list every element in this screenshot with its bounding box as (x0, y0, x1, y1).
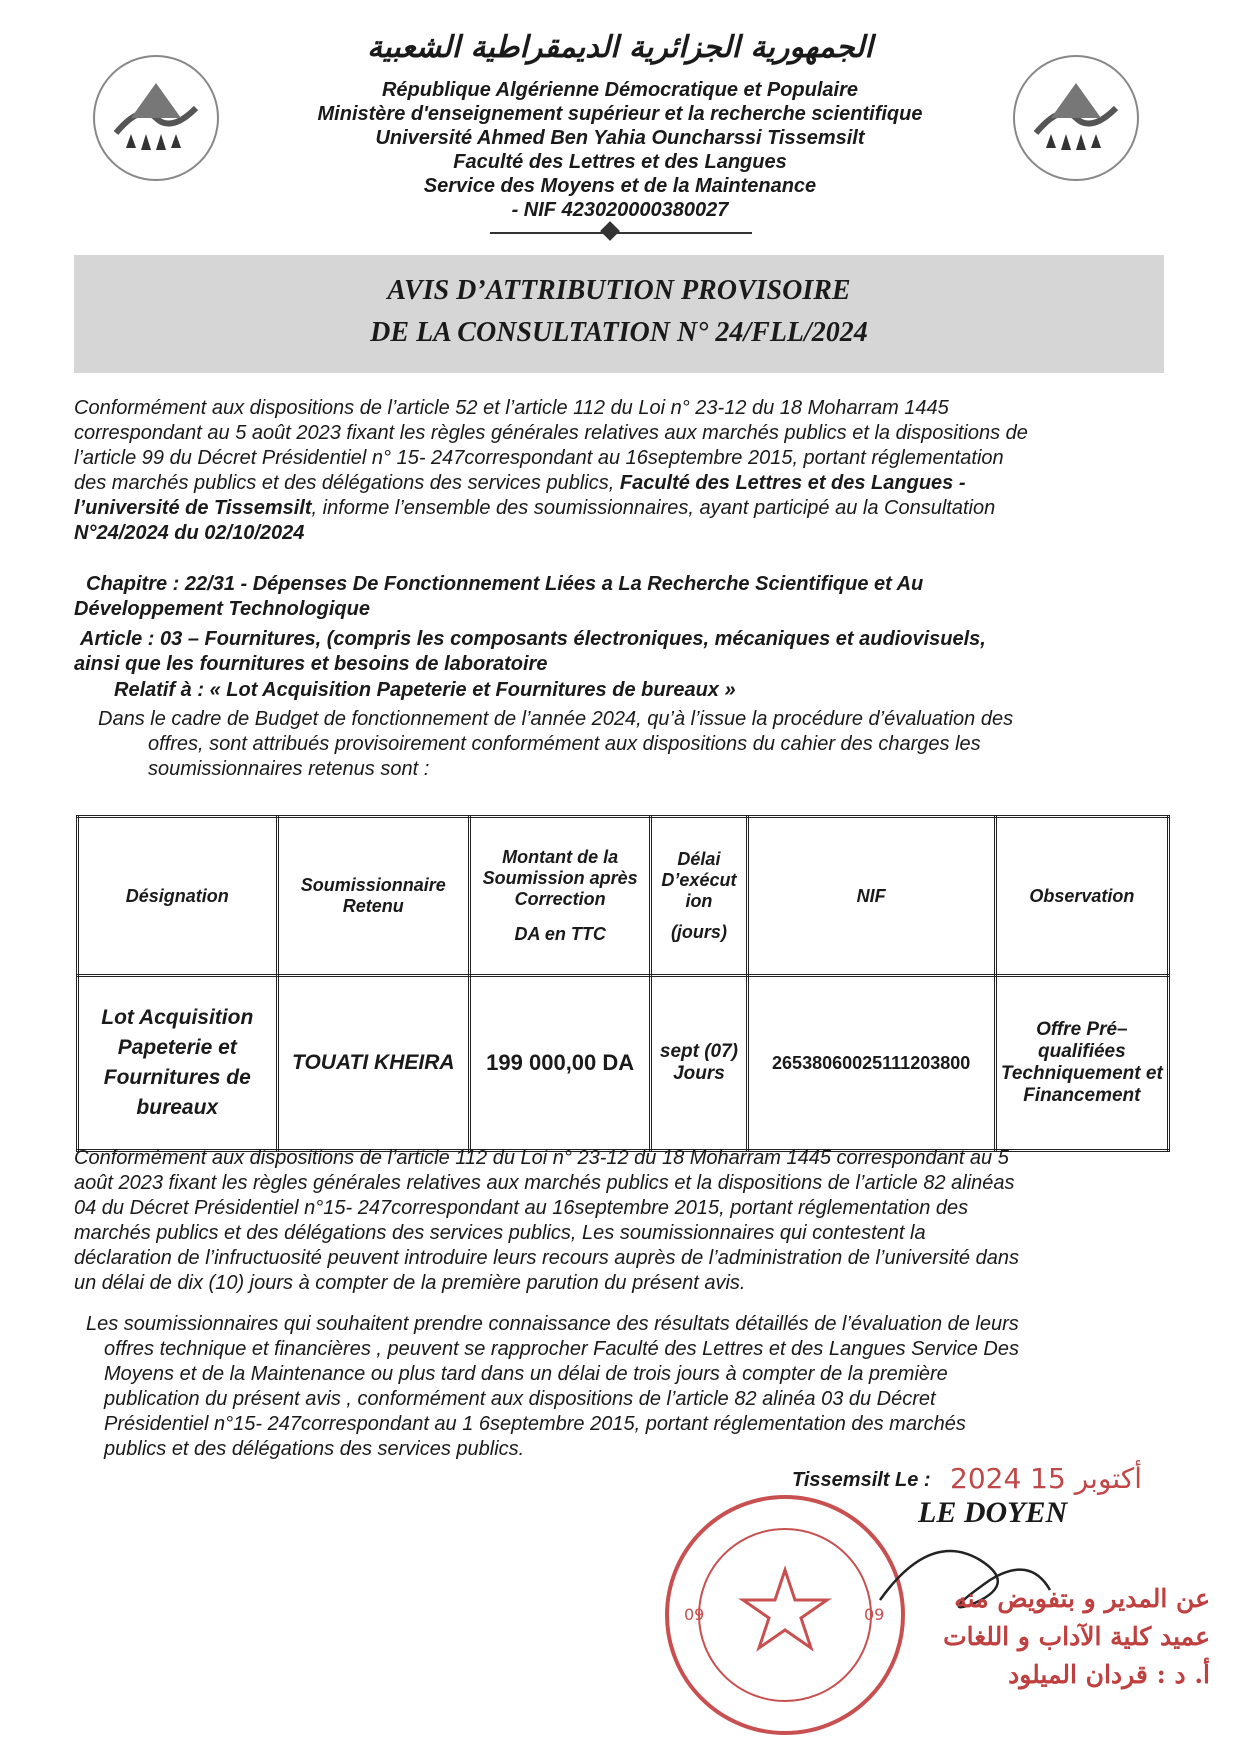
cell-observation: Offre Pré–qualifiées Techniquement et Financement (995, 976, 1168, 1151)
intro-line: l’article 99 du Décret Présidentiel n° 15- 247correspondant au 16septembre 2015, portant réglementation (74, 447, 1004, 469)
recourse-line: déclaration de l’infructuosité peuvent introduire leurs recours auprès de l’administration de l’université dans (74, 1247, 1019, 1269)
recourse-line: marchés publics et des délégations des services publics, Les soumissionnaires qui contestent la (74, 1222, 926, 1244)
cell-delai: sept (07) Jours (651, 976, 747, 1151)
cell-nif: 26538060025111203800 (747, 976, 995, 1151)
intro-text: des marchés publics et des délégations des services publics, (74, 472, 615, 494)
faculty-name: Faculté des Lettres et des Langues - (619, 472, 966, 494)
consultation-ref: N°24/2024 du 02/10/2024 (74, 522, 305, 544)
results-line: Présidentiel n°15- 247correspondant au 1 6septembre 2015, portant réglementation des marchés (104, 1413, 966, 1435)
results-line: Moyens et de la Maintenance ou plus tard dans un délai de trois jours à compter de la première (104, 1363, 948, 1385)
arabic-signature-block (930, 1580, 1210, 1694)
svg-text:09: 09 (864, 1605, 885, 1624)
budget-line: Dans le cadre de Budget de fonctionnement de l’année 2024, qu’à l’issue la procédure d’évaluation des (98, 708, 1014, 730)
table-header-row (78, 817, 1169, 976)
university-name: l’université de Tissemsilt (74, 497, 312, 519)
chapter-line: Chapitre : 22/31 - Dépenses De Fonctionnement Liées a La Recherche Scientifique et Au (86, 573, 924, 595)
recourse-line: un délai de dix (10) jours à compter de la première parution du présent avis. (74, 1272, 746, 1294)
header-montant (470, 817, 651, 976)
header-line: Université Ahmed Ben Yahia Ouncharssi Tissemsilt (375, 127, 865, 149)
signature-place: Tissemsilt Le : (792, 1469, 931, 1491)
date-stamp: 2024 أكتوبر 15 (950, 1462, 1142, 1495)
results-line: publics et des délégations des services publics. (104, 1438, 525, 1460)
recourse-line: Conformément aux dispositions de l’article 112 du Loi n° 23-12 du 18 Moharram 1445 correspondant au 5 (74, 1147, 1009, 1169)
header-soumissionnaire: Soumissionnaire Retenu (277, 817, 469, 976)
header-line: Ministère d'enseignement supérieur et la recherche scientifique (317, 103, 923, 125)
signature-ar-line: عميد كلية الآداب و اللغات (943, 1622, 1210, 1651)
cell-designation: Lot Acquisition Papeterie et Fournitures de bureaux (78, 976, 278, 1151)
results-line: Les soumissionnaires qui souhaitent prendre connaissance des résultats détaillés de l’évaluation de leurs (86, 1313, 1019, 1335)
article-line: Article : 03 – Fournitures, (compris les composants électroniques, mécaniques et audiovisuels, (80, 628, 986, 650)
intro-line: correspondant au 5 août 2023 fixant les règles générales relatives aux marchés publics et la dispositions de (74, 422, 1028, 444)
header-line: Service des Moyens et de la Maintenance (423, 175, 817, 197)
article-line: ainsi que les fournitures et besoins de laboratoire (74, 653, 548, 675)
university-logo-left (86, 48, 226, 188)
results-line: offres technique et financières , peuvent se rapprocher Faculté des Lettres et des Langues Service Des (104, 1338, 1019, 1360)
attribution-table (76, 815, 1170, 1152)
intro-line (74, 472, 966, 495)
intro-line: Conformément aux dispositions de l’article 52 et l’article 112 du Loi n° 23-12 du 18 Moharram 1445 (74, 397, 949, 419)
divider-ornament (600, 221, 620, 241)
arabic-republic-title: الجمهورية الجزائرية الديمقراطية الشعبية (367, 30, 873, 65)
recourse-line: août 2023 fixant les règles générales relatives aux marchés publics et la dispositions de l’article 82 alinéas (74, 1172, 1015, 1194)
header-line: Faculté des Lettres et des Langues (453, 151, 787, 173)
chapter-line: Développement Technologique (74, 598, 370, 620)
table-row (78, 976, 1169, 1151)
signature-ar-line: أ. د : قردان الميلود (1008, 1660, 1210, 1689)
recourse-line: 04 du Décret Présidentiel n°15- 247correspondant au 16septembre 2015, portant réglementation des (74, 1197, 969, 1219)
header-delai-label: Délai D’exécut ion (661, 849, 737, 911)
header-montant-unit: DA en TTC (514, 924, 606, 944)
header-designation: Désignation (78, 817, 278, 976)
header-delai (651, 817, 747, 976)
signature-ar-line: عن المدير و بتفويض منه (954, 1584, 1210, 1613)
header-line: République Algérienne Démocratique et Populaire (381, 79, 858, 101)
document-title-line1: AVIS D’ATTRIBUTION PROVISOIRE (387, 275, 851, 306)
header-observation: Observation (995, 817, 1168, 976)
university-logo-right (1006, 48, 1146, 188)
header-line: - NIF 423020000380027 (511, 199, 729, 221)
header-divider (490, 232, 752, 234)
intro-text: , informe l’ensemble des soumissionnaires, ayant participé au la Consultation (311, 497, 996, 519)
budget-line: soumissionnaires retenus sont : (148, 758, 430, 780)
intro-line (74, 497, 995, 520)
document-title-box (74, 255, 1164, 373)
institution-header (270, 78, 970, 222)
header-montant-label: Montant de la Soumission après Correction (482, 847, 638, 909)
header-delai-unit: (jours) (670, 922, 727, 942)
svg-text:09: 09 (684, 1605, 705, 1624)
budget-line: offres, sont attribués provisoirement conformément aux dispositions du cahier des charges les (148, 733, 981, 755)
signatory-title: LE DOYEN (918, 1496, 1068, 1529)
cell-soumissionnaire: TOUATI KHEIRA (277, 976, 469, 1151)
cell-montant: 199 000,00 DA (470, 976, 651, 1151)
relatif-line: Relatif à : « Lot Acquisition Papeterie et Fournitures de bureaux » (114, 679, 736, 701)
header-nif: NIF (747, 817, 995, 976)
document-title-line2: DE LA CONSULTATION N° 24/FLL/2024 (370, 317, 868, 348)
results-line: publication du présent avis , conformément aux dispositions de l’article 82 alinéa 03 du Décret (104, 1388, 936, 1410)
